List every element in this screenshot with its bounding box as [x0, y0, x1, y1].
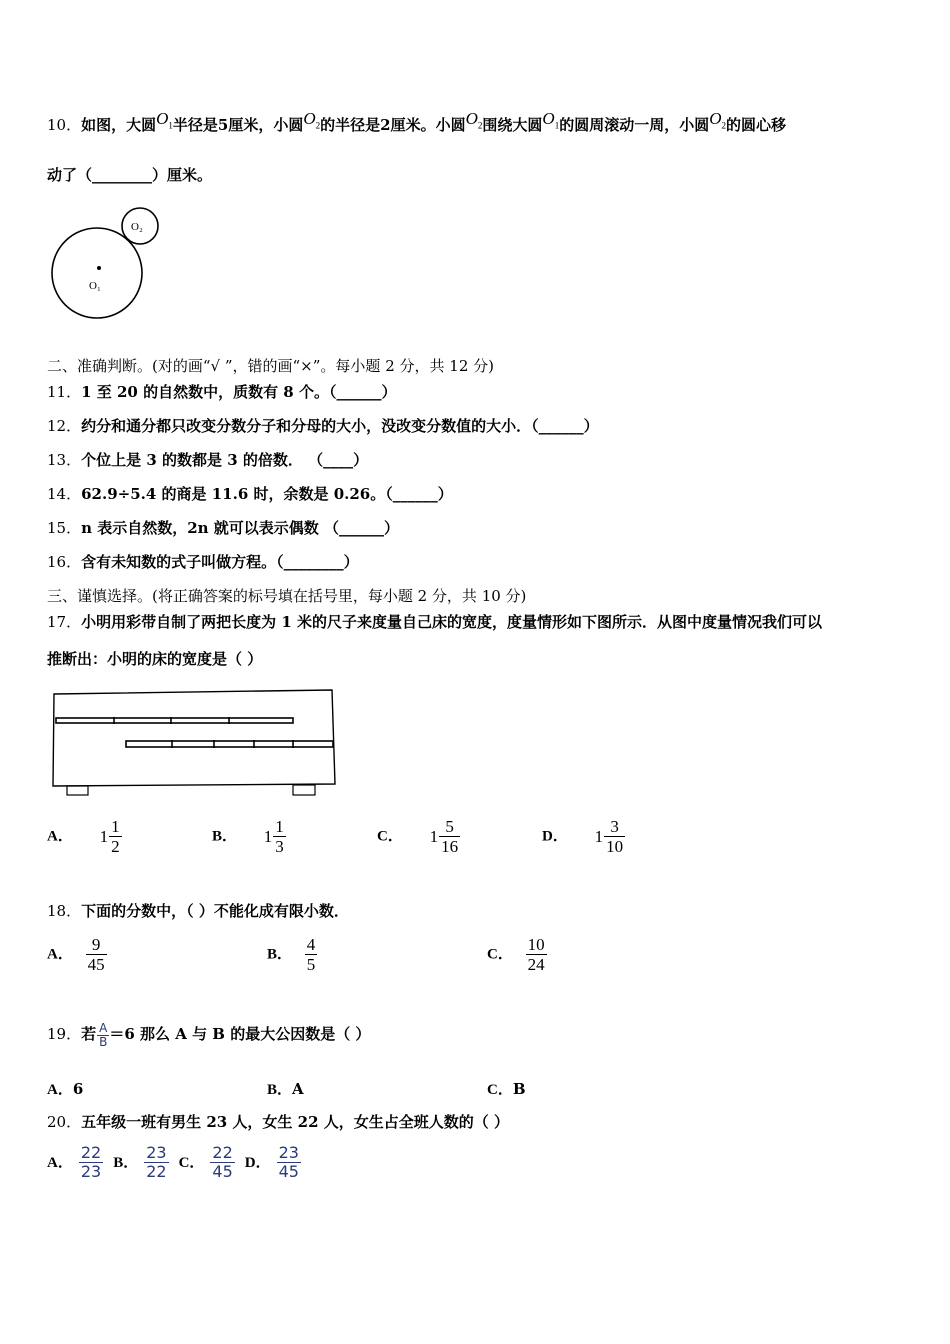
q17-option-b[interactable] [212, 817, 286, 856]
whole-part: 1 [594, 826, 604, 846]
fraction [526, 935, 547, 974]
o2-subscript: 2 [315, 120, 321, 131]
question-text: 小明用彩带自制了两把长度为 1 米的尺子来度量自己床的宽度，度量情形如下图所示．从图中度量情况我们可以 [81, 613, 822, 631]
mixed-number [100, 817, 122, 856]
q10-text-4: 的半径是 [320, 116, 381, 134]
denominator: 16 [441, 837, 459, 856]
o2-letter: O [303, 109, 316, 128]
fraction [86, 935, 107, 974]
denominator: 24 [527, 955, 545, 974]
q17-option-a[interactable] [47, 817, 122, 856]
question-19 [47, 1020, 370, 1049]
question-number: 12． [47, 417, 82, 435]
o1-letter: O [156, 109, 169, 128]
ruler-2 [126, 741, 333, 747]
question-18 [47, 901, 349, 921]
numerator: 9 [91, 935, 101, 954]
fraction [109, 817, 122, 856]
q10-radius-small: 2 [380, 116, 391, 134]
numerator: 4 [306, 935, 316, 954]
q10-text-3: 厘米，小圆 [228, 116, 304, 134]
option-value: A [292, 1080, 304, 1098]
option-value: 6 [72, 1080, 84, 1098]
question-12 [47, 416, 599, 436]
option-value: B [512, 1080, 526, 1098]
mixed-number [595, 817, 626, 856]
o1-subscript: 1 [554, 120, 560, 131]
question-number: 10． [47, 116, 82, 134]
fraction [273, 817, 286, 856]
option-label: A． [47, 828, 73, 845]
o1-subscript: 1 [168, 120, 173, 131]
q10-text-6: 围绕大圆 [482, 116, 543, 134]
option-label: C． [487, 946, 513, 963]
numerator: 23 [278, 1143, 299, 1162]
option-label: C． [377, 828, 403, 845]
q18-option-a[interactable] [47, 935, 107, 974]
q19-option-a[interactable] [47, 1078, 83, 1099]
circle-o2-symbol [709, 109, 726, 131]
question-text: 1 至 20 的自然数中，质数有 8 个。（______） [81, 383, 397, 401]
circle-o2-symbol [303, 109, 321, 131]
whole-part: 1 [99, 826, 109, 846]
q20-option-b[interactable] [113, 1143, 178, 1181]
question-15 [47, 518, 399, 538]
question-number: 15． [47, 519, 82, 537]
question-text: 个位上是 3 的数都是 3 的倍数． （____） [81, 451, 369, 469]
fraction-a-over-b [97, 1022, 109, 1049]
q19-option-b[interactable] [267, 1078, 304, 1099]
option-label: A． [47, 1154, 73, 1171]
question-number: 17． [47, 613, 82, 631]
option-label: C． [487, 1082, 513, 1098]
numerator: 1 [111, 817, 120, 836]
bed-outline [53, 690, 335, 786]
fraction [305, 935, 318, 974]
circles-figure [45, 203, 170, 323]
question-number: 16． [47, 553, 82, 571]
q19-text-pre: 若 [81, 1025, 97, 1043]
denominator: 22 [146, 1162, 167, 1181]
numerator: 5 [445, 817, 454, 836]
question-17-line2: 推断出：小明的床的宽度是（ ） [47, 650, 263, 668]
mixed-number [264, 817, 286, 856]
mixed-number [430, 817, 461, 856]
q19-option-c[interactable] [487, 1078, 526, 1099]
ruler-1 [56, 718, 293, 723]
question-number: 14． [47, 485, 82, 503]
question-text: n 表示自然数，2n 就可以表示偶数 （______） [81, 519, 400, 537]
fraction [277, 1144, 301, 1181]
fraction [210, 1144, 234, 1181]
question-10-line1 [47, 109, 786, 141]
option-label: D． [542, 828, 568, 845]
numerator: 3 [610, 817, 619, 836]
fraction [439, 817, 460, 856]
question-text: 含有未知数的式子叫做方程。（________） [81, 553, 359, 571]
q10-text-2: 半径是 [172, 116, 218, 134]
question-20 [47, 1112, 509, 1132]
q10-text-5: 厘米。小圆 [390, 116, 466, 134]
numerator: 23 [146, 1143, 167, 1162]
denominator: 5 [306, 955, 316, 974]
denominator: 45 [87, 955, 105, 974]
denominator: 3 [275, 837, 284, 856]
q10-text-8: 的圆心移 [725, 116, 786, 134]
denominator: 2 [111, 837, 120, 856]
circle-o1-symbol [156, 109, 173, 131]
numerator: 10 [527, 935, 545, 954]
bed-leg-right [293, 785, 315, 795]
question-text: 约分和通分都只改变分数分子和分母的大小，没改变分数值的大小．（______） [81, 417, 599, 435]
numerator: 22 [212, 1143, 233, 1162]
denominator: 45 [212, 1162, 233, 1181]
label-o1: O₁ [89, 280, 101, 292]
q10-text-1: 如图，大圆 [81, 116, 157, 134]
q10-radius-big: 5 [217, 116, 229, 134]
q20-option-c[interactable] [178, 1143, 245, 1181]
question-13 [47, 450, 368, 470]
circle-o2-symbol [465, 109, 483, 131]
q10-text-7: 的圆周滚动一周，小圆 [559, 116, 710, 134]
denominator: B [99, 1034, 108, 1049]
question-number: 11． [47, 383, 82, 401]
option-label: B． [267, 946, 293, 963]
section-3-title: 三、谨慎选择。(将正确答案的标号填在括号里，每小题 2 分，共 10 分) [47, 587, 527, 605]
denominator: 23 [80, 1162, 102, 1181]
question-17-line1 [47, 612, 822, 632]
q17-option-d[interactable] [542, 817, 625, 856]
option-label: A． [47, 1082, 73, 1098]
o2-subscript: 2 [477, 120, 483, 131]
section-2-title: 二、准确判断。(对的画“√ ”，错的画“×”。每小题 2 分，共 12 分) [47, 357, 494, 375]
numerator: A [99, 1020, 108, 1035]
fraction [604, 817, 625, 856]
label-o2: O₂ [131, 221, 143, 233]
whole-part: 1 [429, 826, 439, 846]
o1-letter: O [542, 109, 555, 128]
q19-text-post: ＝6 那么 A 与 B 的最大公因数是（ ） [109, 1025, 371, 1043]
option-label: B． [267, 1082, 293, 1098]
question-text: 下面的分数中，（ ）不能化成有限小数． [81, 902, 349, 920]
fraction [144, 1144, 168, 1181]
q18-option-c[interactable] [487, 935, 547, 974]
bed-ruler-figure [50, 686, 340, 798]
denominator: 10 [606, 837, 624, 856]
question-text: 62.9÷5.4 的商是 11.6 时，余数是 0.26。（______） [81, 485, 453, 503]
question-16 [47, 552, 359, 572]
fraction [79, 1144, 103, 1181]
circle-o1-symbol [542, 109, 560, 131]
question-number: 20． [47, 1113, 82, 1131]
question-text: 五年级一班有男生 23 人，女生 22 人，女生占全班人数的（ ） [81, 1113, 509, 1131]
option-label: A． [47, 946, 73, 963]
q17-option-c[interactable] [377, 817, 460, 856]
q20-option-a[interactable] [47, 1143, 113, 1181]
option-label: D． [244, 1154, 271, 1171]
o2-letter: O [465, 109, 478, 128]
question-number: 13． [47, 451, 82, 469]
question-11 [47, 382, 396, 402]
numerator: 1 [275, 817, 284, 836]
o2-subscript: 2 [721, 120, 726, 131]
numerator: 22 [80, 1143, 102, 1162]
option-label: B． [212, 828, 238, 845]
question-14 [47, 484, 453, 504]
question-10-line2: 动了（________）厘米。 [47, 166, 213, 184]
whole-part: 1 [263, 826, 273, 846]
option-label: C． [178, 1154, 205, 1171]
option-label: B． [113, 1154, 139, 1171]
question-number: 18． [47, 902, 82, 920]
o2-letter: O [709, 109, 722, 128]
q18-option-b[interactable] [267, 935, 317, 974]
big-circle-o1 [52, 228, 142, 318]
bed-leg-left [67, 786, 88, 795]
big-circle-center-dot [97, 266, 101, 270]
q20-options [47, 1144, 311, 1181]
q20-option-d[interactable] [244, 1143, 311, 1181]
denominator: 45 [278, 1162, 299, 1181]
question-number: 19． [47, 1025, 82, 1043]
